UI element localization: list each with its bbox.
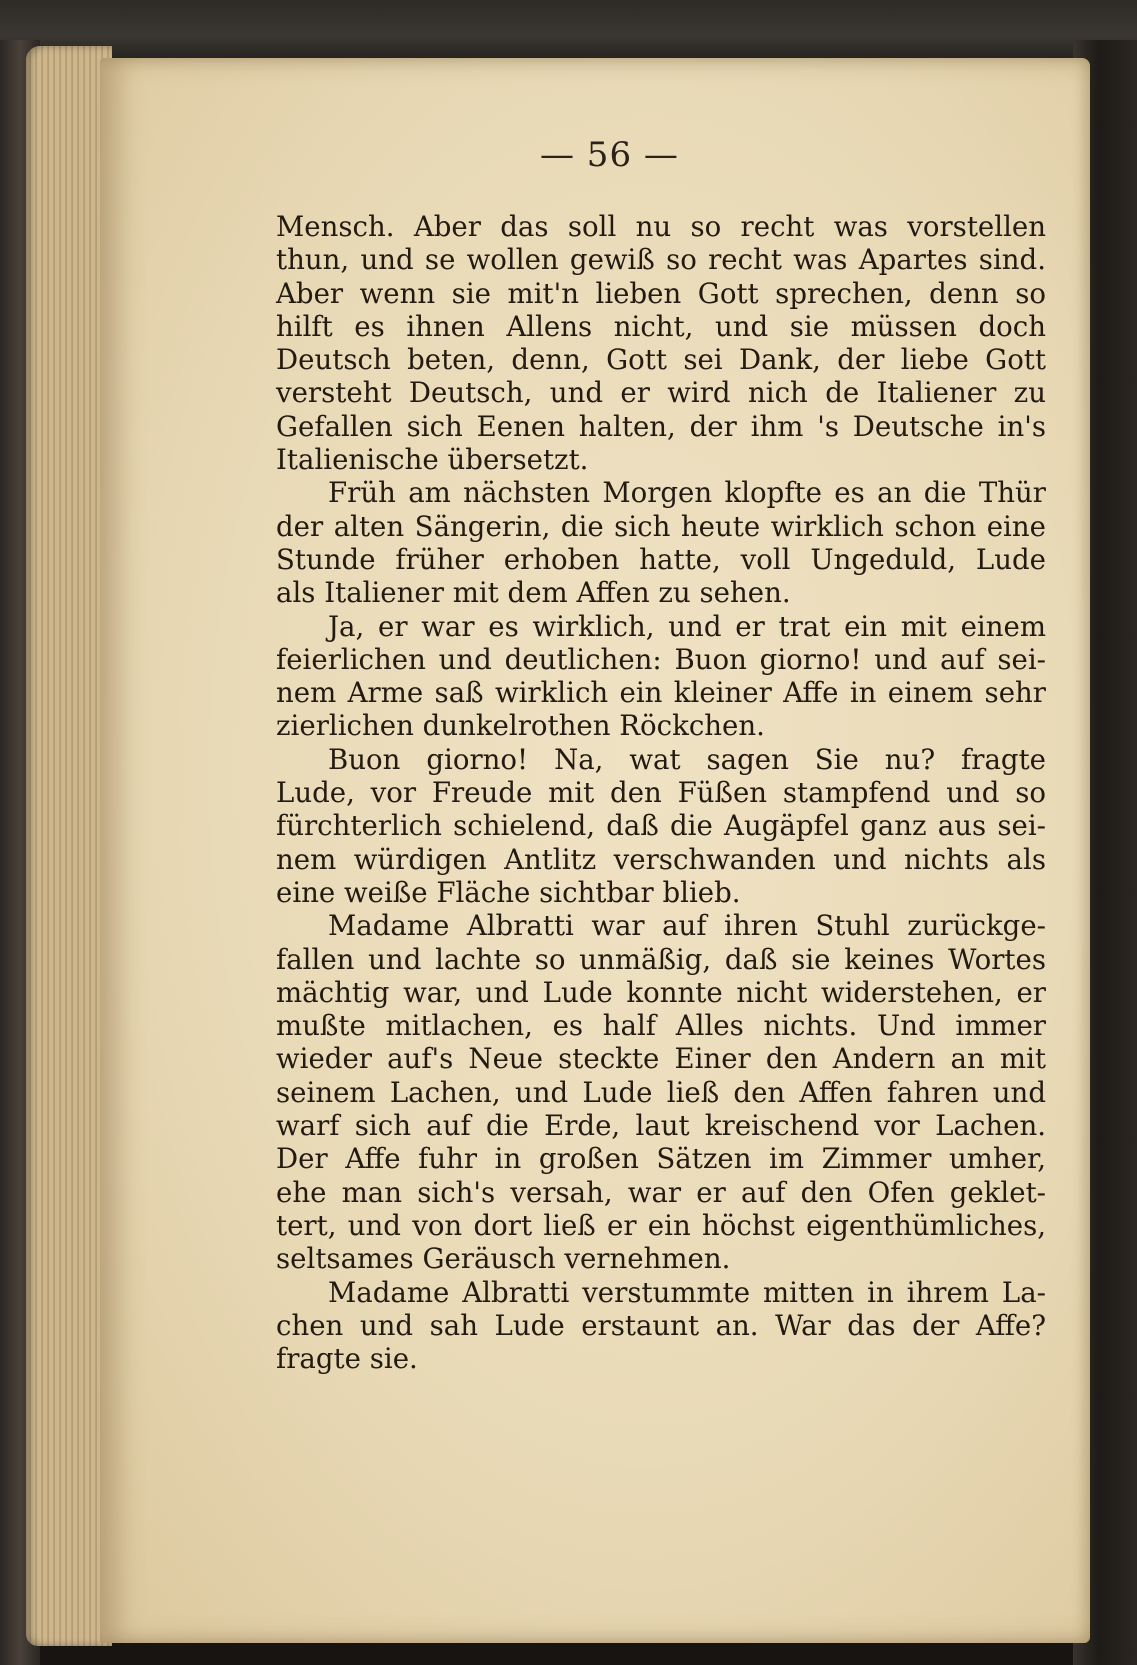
text-line: versteht Deutsch, und er wird nich de Italiener zu	[276, 376, 1046, 410]
text-line: nem Arme saß wirklich ein kleiner Affe in einem sehr	[276, 676, 1046, 710]
text-line: warf sich auf die Erde, laut kreischend vor Lachen.	[276, 1109, 1046, 1143]
text-line: hilft es ihnen Allens nicht, und sie müssen doch	[276, 309, 1046, 343]
text-line: der alten Sängerin, die sich heute wirklich schon eine	[276, 509, 1046, 543]
text-line: fragte sie.	[276, 1342, 418, 1376]
text-line: Stunde früher erhoben hatte, voll Ungeduld, Lude	[276, 542, 1046, 576]
text-line: wieder auf's Neue steckte Einer den Andern an mit	[276, 1042, 1046, 1076]
text-line: Lude, vor Freude mit den Füßen stampfend und so	[276, 776, 1046, 810]
text-line: als Italiener mit dem Affen zu sehen.	[276, 576, 791, 610]
text-line: Madame Albratti war auf ihren Stuhl zurückge-	[328, 909, 1046, 943]
text-line: fürchterlich schielend, daß die Augäpfel ganz aus sei-	[276, 809, 1046, 843]
text-line: seltsames Geräusch vernehmen.	[276, 1242, 731, 1276]
text-line: Aber wenn sie mit'n lieben Gott sprechen, denn so	[276, 276, 1046, 310]
text-line: mächtig war, und Lude konnte nicht widerstehen, er	[276, 975, 1046, 1009]
text-line: Ja, er war es wirklich, und er trat ein mit einem	[328, 609, 1046, 643]
text-line: tert, und von dort ließ er ein höchst eigenthümliches,	[276, 1208, 1046, 1242]
page-number: — 56 —	[540, 135, 679, 175]
text-line: Deutsch beten, denn, Gott sei Dank, der liebe Gott	[276, 343, 1046, 377]
text-line: thun, und se wollen gewiß so recht was Apartes sind.	[276, 243, 1046, 277]
text-line: zierlichen dunkelrothen Röckchen.	[276, 709, 765, 743]
text-line: Früh am nächsten Morgen klopfte es an die Thür	[328, 476, 1046, 510]
text-line: nem würdigen Antlitz verschwanden und nichts als	[276, 842, 1046, 876]
text-line: Madame Albratti verstummte mitten in ihrem La-	[328, 1275, 1046, 1309]
text-line: seinem Lachen, und Lude ließ den Affen fahren und	[276, 1075, 1046, 1109]
text-line: ehe man sich's versah, war er auf den Ofen geklet-	[276, 1175, 1046, 1209]
text-line: Der Affe fuhr in großen Sätzen im Zimmer umher,	[276, 1142, 1046, 1176]
book-cover-top	[0, 0, 1137, 60]
text-line: Italienische übersetzt.	[276, 443, 589, 477]
text-line: fallen und lachte so unmäßig, daß sie keines Wortes	[276, 942, 1046, 976]
text-line: feierlichen und deutlichen: Buon giorno! und auf sei-	[276, 642, 1046, 676]
text-line: eine weiße Fläche sichtbar blieb.	[276, 875, 741, 909]
page-text	[276, 210, 1046, 1375]
text-line: chen und sah Lude erstaunt an. War das der Affe?	[276, 1308, 1046, 1342]
text-line: Gefallen sich Eenen halten, der ihm 's Deutsche in's	[276, 409, 1046, 443]
text-line: Mensch. Aber das soll nu so recht was vorstellen	[276, 210, 1046, 243]
text-line: mußte mitlachen, es half Alles nichts. Und immer	[276, 1009, 1046, 1043]
text-line: Buon giorno! Na, wat sagen Sie nu? fragte	[328, 742, 1046, 776]
